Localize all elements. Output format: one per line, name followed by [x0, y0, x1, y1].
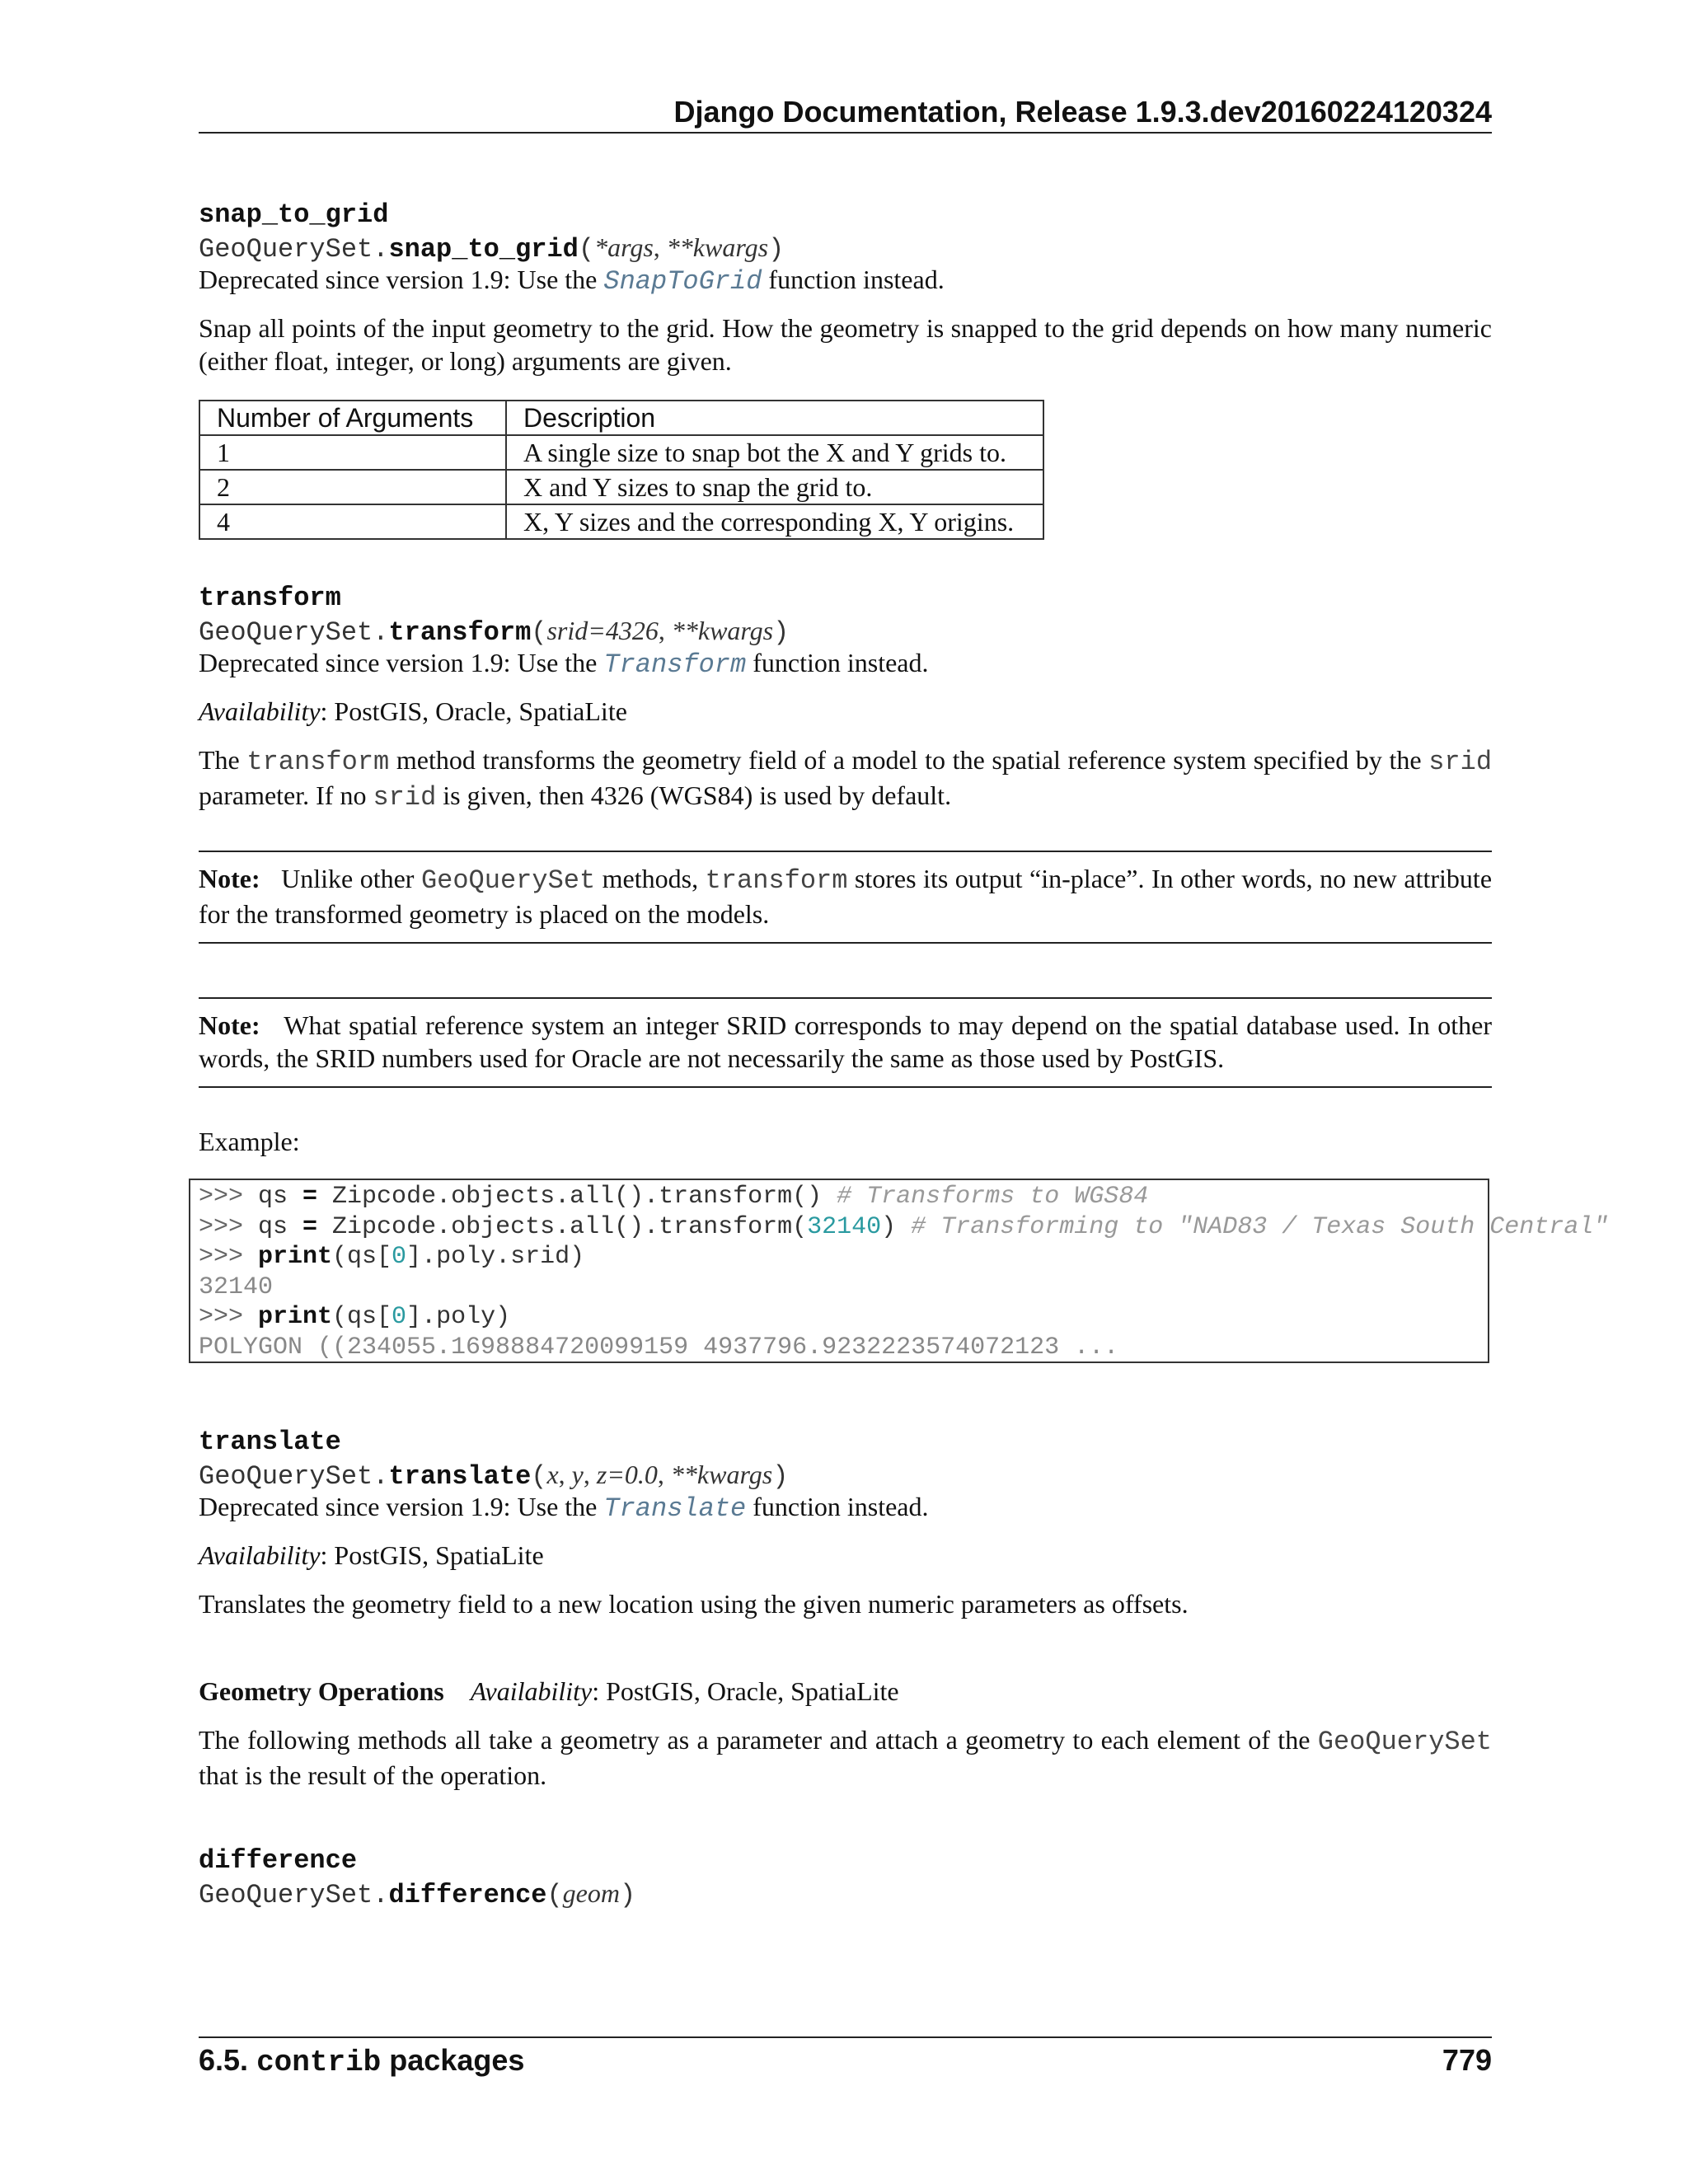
sig-sep: ,: [657, 1460, 671, 1489]
geometry-operations-heading: [199, 1675, 1492, 1708]
sig-class: GeoQuerySet.: [199, 617, 389, 648]
table-cell: 4: [199, 504, 506, 539]
sig-class: GeoQuerySet.: [199, 1461, 389, 1492]
deprecated-text: Deprecated since version 1.9: Use the: [199, 265, 604, 294]
availability-label: Availability: [199, 696, 321, 726]
sig-sep: ,: [558, 1460, 572, 1489]
code-line: >>> print(qs[0].poly.srid): [199, 1243, 585, 1271]
note-inplace: [199, 851, 1492, 944]
sig-open: (: [531, 617, 547, 648]
transform-signature: [199, 614, 1492, 649]
sig-sep: ,: [583, 1460, 597, 1489]
table-cell: A single size to snap bot the X and Y grids to.: [506, 435, 1043, 470]
table-cell: X and Y sizes to snap the grid to.: [506, 470, 1043, 504]
deprecated-text-post: function instead.: [746, 1492, 929, 1521]
desc-text: The following methods all take a geometry as a parameter and attach a geometry to each element of the: [199, 1725, 1318, 1755]
sig-kwargs: **kwargs: [670, 1460, 773, 1489]
difference-heading: [199, 1844, 1492, 1877]
code-line: >>> qs = Zipcode.objects.all().transform() # Transforms to WGS84: [199, 1183, 1149, 1211]
deprecated-text-post: function instead.: [746, 648, 929, 677]
sig-arg: y: [571, 1460, 584, 1489]
desc-text: is given, then 4326 (WGS84) is used by default.: [436, 780, 952, 810]
desc-text: parameter. If no: [199, 780, 373, 810]
heading-text: translate: [199, 1427, 341, 1457]
desc-text: The: [199, 745, 247, 775]
snap-to-grid-deprecated: [199, 263, 1492, 298]
code-line: 32140: [199, 1272, 274, 1301]
note-text: stores its output “in-place”. In other words, no new attribute for the transformed geometry is placed on the models.: [199, 864, 1493, 929]
inline-code: GeoQuerySet: [1317, 1727, 1492, 1757]
inline-code: transform: [246, 747, 390, 777]
sig-arg: z=0.0: [596, 1460, 658, 1489]
availability-value: : PostGIS, Oracle, SpatiaLite: [320, 696, 627, 726]
transform-deprecated: [199, 646, 1492, 682]
page-header: [199, 92, 1492, 134]
note-text: What spatial reference system an integer SRID corresponds to may depend on the spatial database used. In other words, the SRID numbers used for Oracle are not necessarily the same as those used by PostGIS.: [199, 1010, 1493, 1073]
footer-section: [199, 2041, 524, 2083]
availability-value: : PostGIS, SpatiaLite: [320, 1540, 544, 1570]
sig-args: *args: [594, 232, 654, 262]
snaptogrid-link[interactable]: SnapToGrid: [603, 266, 762, 297]
inline-code: GeoQuerySet: [420, 865, 596, 896]
sig-sep: ,: [658, 616, 672, 645]
deprecated-text-post: function instead.: [762, 265, 945, 294]
transform-link[interactable]: Transform: [603, 649, 747, 680]
geometry-operations-description: [199, 1723, 1492, 1792]
snap-to-grid-description: Snap all points of the input geometry to the grid. How the geometry is snapped to the grid depends on how many numeric (either float, integer, or long) arguments are given.: [199, 313, 1492, 376]
example-label: Example:: [199, 1127, 300, 1156]
sig-open: (: [546, 1880, 563, 1910]
availability-label: Availability: [470, 1676, 593, 1706]
transform-heading: [199, 582, 1492, 615]
code-line: >>> qs = Zipcode.objects.all().transform(32140) # Transforming to "NAD83 / Texas South Central": [199, 1212, 1609, 1241]
page-number: 779: [1442, 2043, 1492, 2077]
table-cell: 1: [199, 435, 506, 470]
sig-args: geom: [562, 1878, 620, 1908]
footer-section-text: packages: [381, 2043, 525, 2077]
translate-signature: [199, 1458, 1492, 1493]
sig-class: GeoQuerySet.: [199, 234, 389, 265]
difference-signature: [199, 1877, 1492, 1912]
footer-section-code: contrib: [256, 2046, 382, 2079]
table-row: [199, 504, 1043, 539]
translate-availability: [199, 1539, 1492, 1572]
transform-description: [199, 743, 1492, 814]
sig-open: (: [578, 234, 595, 265]
sig-kwargs: **kwargs: [671, 616, 774, 645]
note-text: methods,: [595, 864, 706, 893]
sig-close: ): [768, 234, 785, 265]
sig-method: difference: [388, 1880, 547, 1910]
footer-rule: [199, 2036, 1492, 2038]
availability-label: Availability: [199, 1540, 321, 1570]
sig-close: ): [773, 617, 790, 648]
inline-code: srid: [1428, 747, 1493, 777]
sig-method: transform: [388, 617, 532, 648]
deprecated-text: Deprecated since version 1.9: Use the: [199, 1492, 604, 1521]
snap-to-grid-heading: [199, 199, 1492, 232]
table-row: [199, 470, 1043, 504]
availability-value: : PostGIS, Oracle, SpatiaLite: [592, 1676, 899, 1706]
translate-link[interactable]: Translate: [603, 1493, 747, 1524]
sig-arg: x: [546, 1460, 559, 1489]
inline-code: transform: [705, 865, 848, 896]
table-cell: 2: [199, 470, 506, 504]
sig-kwargs: **kwargs: [666, 232, 769, 262]
code-example: [189, 1179, 1609, 1363]
transform-availability: [199, 695, 1492, 728]
note-label: Note:: [199, 1010, 260, 1040]
note-srid: [199, 997, 1492, 1088]
snap-to-grid-signature: [199, 231, 1492, 266]
translate-heading: [199, 1426, 1492, 1459]
code-line: POLYGON ((234055.1698884720099159 4937796.9232223574072123 ...: [199, 1333, 1119, 1361]
table-row: [199, 435, 1043, 470]
sig-args: srid=4326: [546, 616, 659, 645]
sig-open: (: [531, 1461, 547, 1492]
sig-method: snap_to_grid: [388, 234, 579, 265]
inline-code: srid: [373, 782, 437, 813]
sig-close: ): [619, 1880, 636, 1910]
deprecated-text: Deprecated since version 1.9: Use the: [199, 648, 604, 677]
table-cell: X, Y sizes and the corresponding X, Y origins.: [506, 504, 1043, 539]
table-header-row: [199, 401, 1043, 435]
sig-sep: ,: [653, 232, 667, 262]
note-label: Note:: [199, 864, 260, 893]
heading-text: difference: [199, 1845, 358, 1876]
code-line: >>> print(qs[0].poly): [199, 1303, 511, 1331]
header-title: Django Documentation, Release 1.9.3.dev20160224120324: [673, 95, 1492, 129]
heading-text: transform: [199, 583, 341, 613]
note-text: Unlike other: [281, 864, 421, 893]
sig-class: GeoQuerySet.: [199, 1880, 389, 1910]
table-header-cell: Description: [506, 401, 1043, 435]
desc-text: that is the result of the operation.: [199, 1760, 547, 1790]
translate-deprecated: [199, 1490, 1492, 1526]
arguments-table: [199, 400, 1044, 540]
section-title: Geometry Operations: [199, 1676, 444, 1706]
heading-text: snap_to_grid: [199, 199, 389, 230]
translate-description: Translates the geometry field to a new location using the given numeric parameters as offsets.: [199, 1589, 1189, 1619]
table-header-cell: Number of Arguments: [199, 401, 506, 435]
sig-close: ): [772, 1461, 789, 1492]
desc-text: method transforms the geometry field of a model to the spatial reference system specified by the: [389, 745, 1429, 775]
sig-method: translate: [388, 1461, 532, 1492]
footer-section-number: 6.5.: [199, 2043, 257, 2077]
